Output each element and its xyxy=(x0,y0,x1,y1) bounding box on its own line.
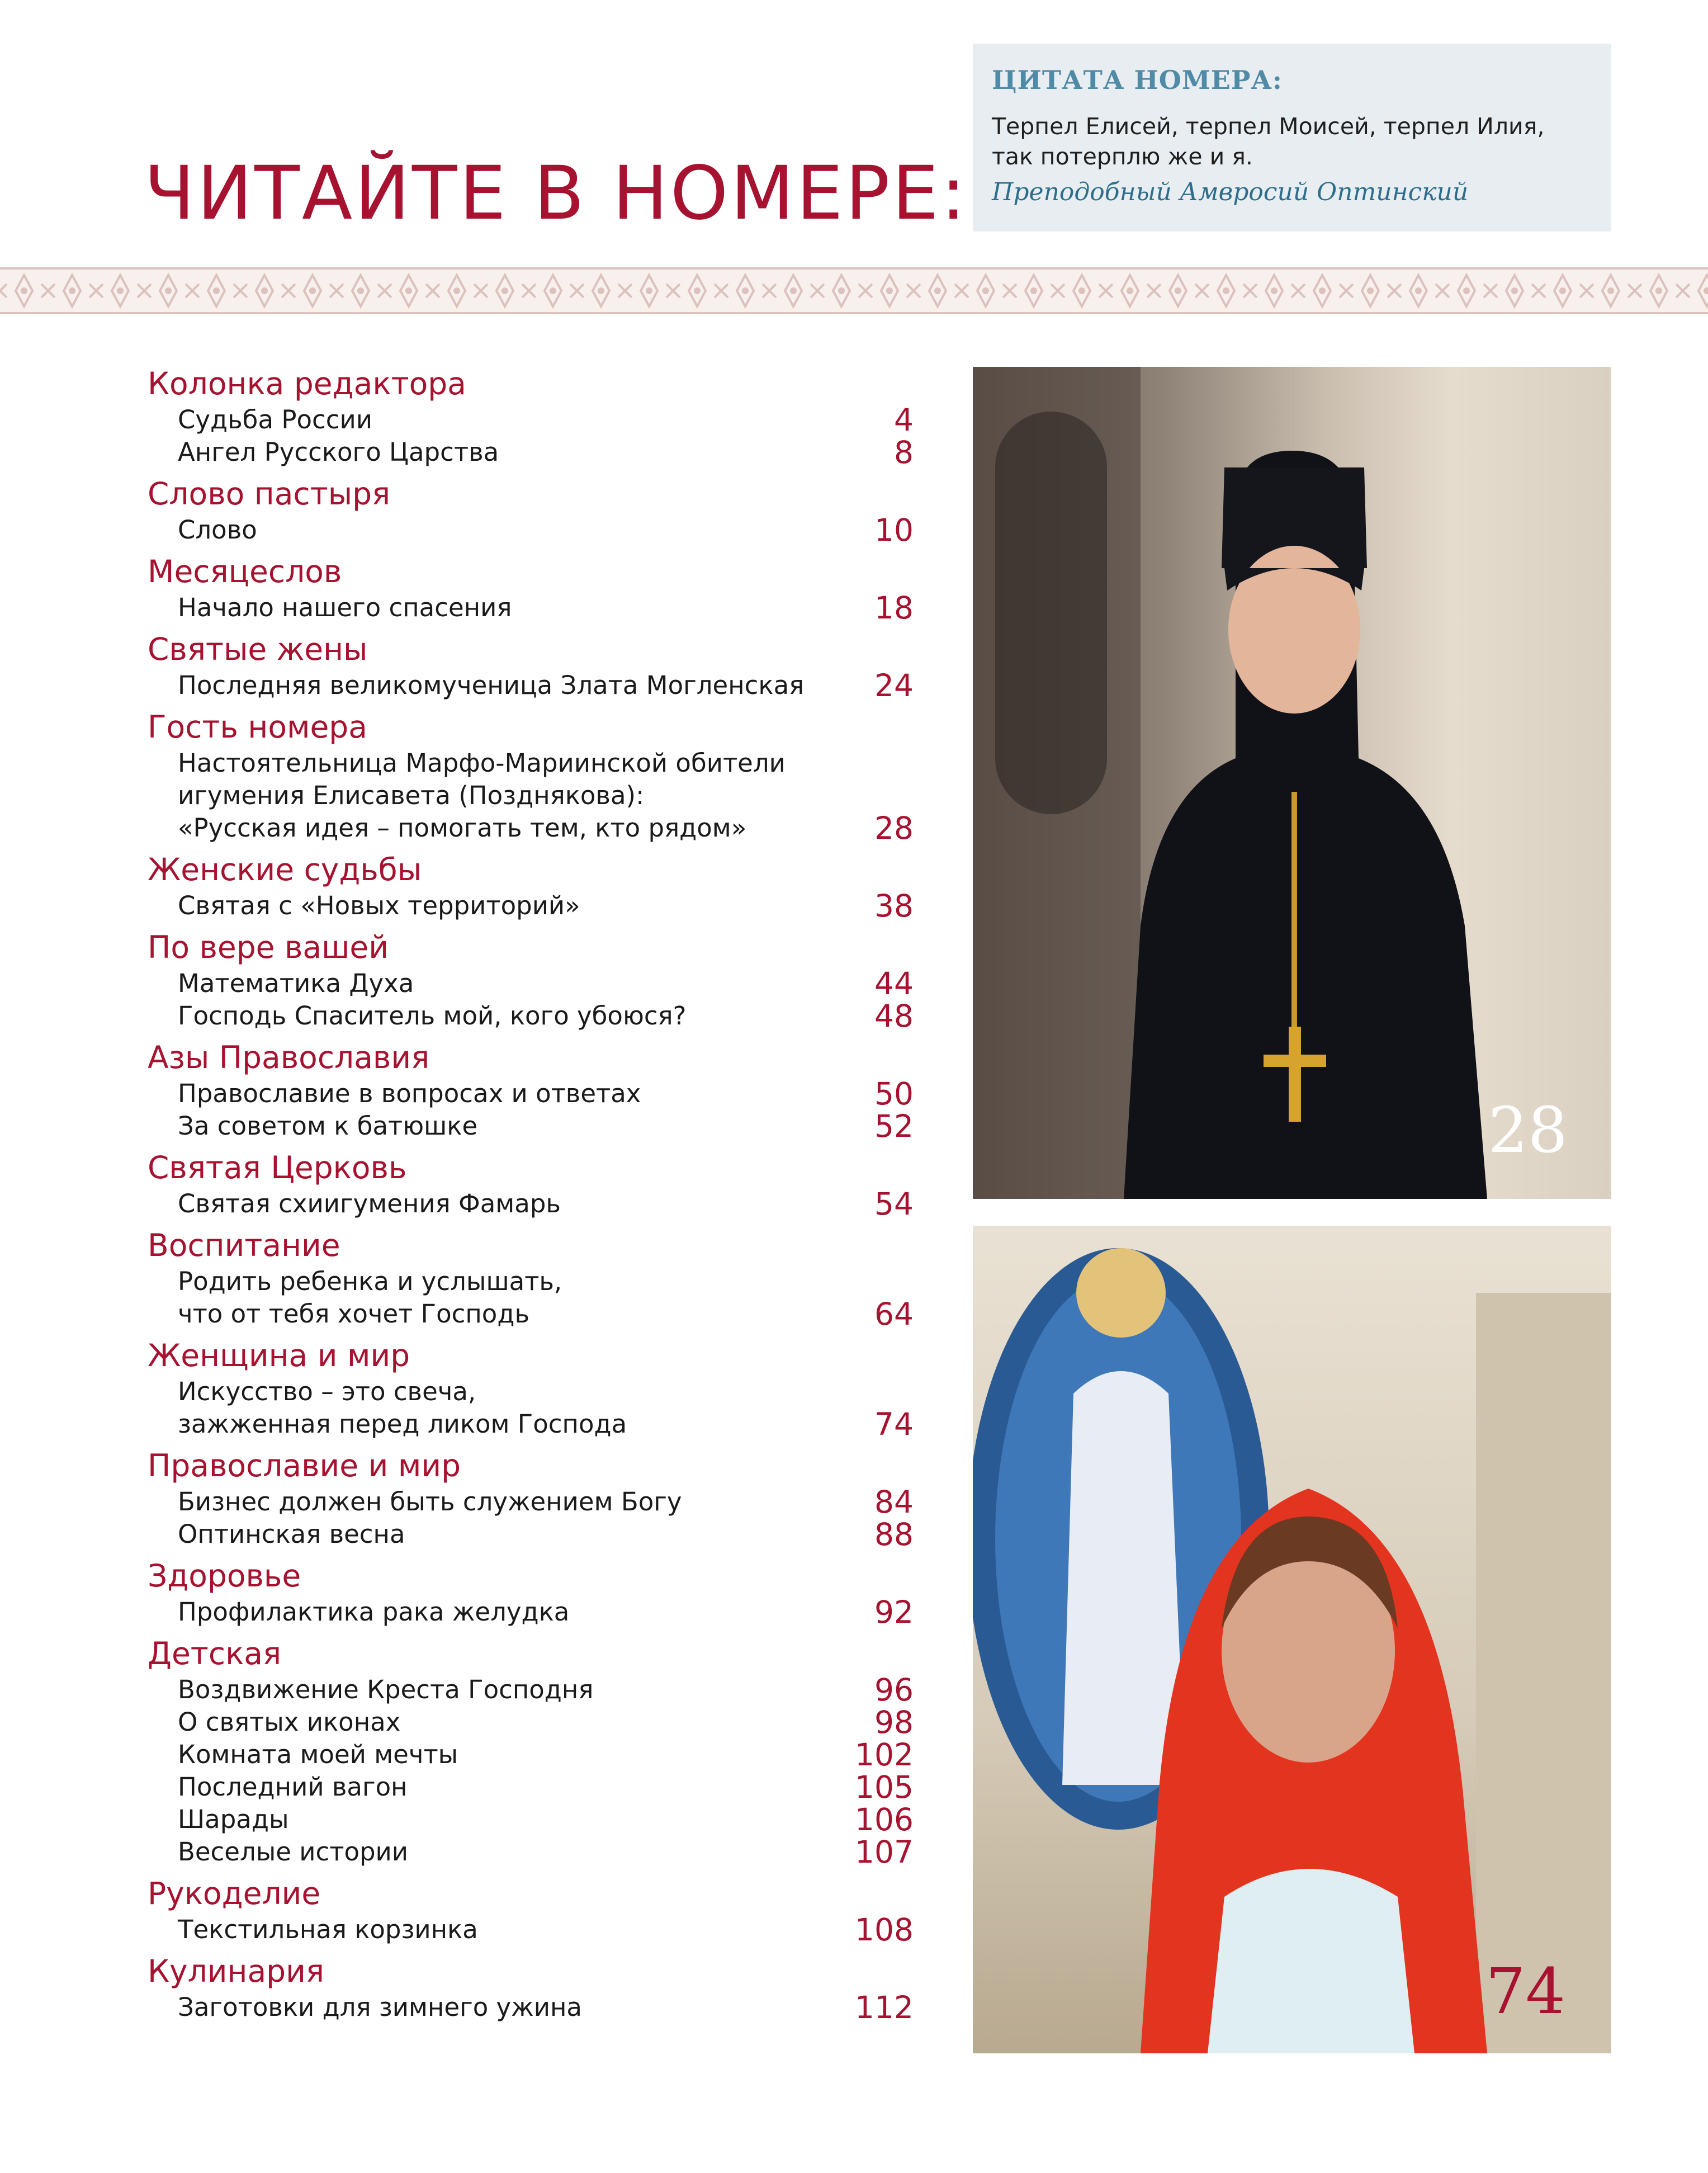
toc-entry[interactable] xyxy=(148,1376,914,1440)
toc-section-title: Рукоделие xyxy=(148,1876,321,1911)
toc-entry-title: Начало нашего спасения xyxy=(178,593,512,622)
toc-entry-title: Судьба России xyxy=(178,405,372,434)
toc-section xyxy=(148,474,914,546)
toc-entry[interactable] xyxy=(148,1110,914,1142)
toc-entry-title: Текстильная корзинка xyxy=(178,1915,478,1944)
toc-entry[interactable] xyxy=(148,747,914,844)
toc-entry[interactable] xyxy=(148,669,914,702)
toc-section-title: Гость номера xyxy=(148,709,367,745)
toc-entry-page: 107 xyxy=(855,1834,914,1870)
toc-entry-title: Искусство – это свеча, зажженная перед ликом Господа xyxy=(178,1377,627,1439)
toc-section-title: Азы Православия xyxy=(148,1040,430,1075)
toc-entry[interactable] xyxy=(148,1188,914,1220)
toc-section xyxy=(148,1556,914,1628)
toc-entry-page: 28 xyxy=(874,810,914,846)
toc-entry-page: 105 xyxy=(855,1769,914,1805)
toc-entry[interactable] xyxy=(148,1706,914,1739)
toc-entry-page: 88 xyxy=(874,1517,914,1552)
toc-section xyxy=(148,927,914,1032)
toc-entry[interactable] xyxy=(148,514,914,546)
toc-entry[interactable] xyxy=(148,404,914,436)
toc-section xyxy=(148,1633,914,1868)
toc-entry-title: О святых иконах xyxy=(178,1707,401,1737)
toc-entry[interactable] xyxy=(148,967,914,1000)
abbess-illustration xyxy=(973,367,1611,1199)
toc-entry-title: Православие в вопросах и ответах xyxy=(178,1079,641,1108)
quote-label: ЦИТАТА НОМЕРА: xyxy=(992,65,1283,95)
toc-entry[interactable] xyxy=(148,1771,914,1803)
toc-section-title: Святые жены xyxy=(148,631,368,667)
toc-entry[interactable] xyxy=(148,1674,914,1706)
toc-entry-title: Господь Спаситель мой, кого убоюся? xyxy=(178,1001,687,1031)
toc-entry-page: 8 xyxy=(894,434,914,470)
toc-entry[interactable] xyxy=(148,592,914,624)
toc-entry[interactable] xyxy=(148,1486,914,1518)
toc-entry-page: 96 xyxy=(874,1672,914,1708)
toc-entry-page: 106 xyxy=(855,1802,914,1837)
toc-entry-page: 108 xyxy=(855,1912,914,1948)
ornament-divider xyxy=(0,267,1708,314)
toc-section xyxy=(148,551,914,624)
toc-section-title: По вере вашей xyxy=(148,929,389,965)
quote-text: Терпел Елисей, терпел Моисей, терпел Илия, так потерплю же и я. xyxy=(992,112,1545,171)
toc-entry-page: 112 xyxy=(855,1990,914,2025)
photo-guest xyxy=(973,1226,1611,2053)
toc-section-title: Православие и мир xyxy=(148,1448,461,1484)
toc-entry-page: 74 xyxy=(874,1406,914,1442)
toc-entry-page: 10 xyxy=(874,512,914,548)
toc-entry-title: Святая схиигумения Фамарь xyxy=(178,1189,561,1218)
toc-entry-page: 52 xyxy=(874,1108,914,1144)
toc-entry-title: Заготовки для зимнего ужина xyxy=(178,1992,582,2022)
toc-entry[interactable] xyxy=(148,1991,914,2024)
toc-section-title: Женщина и мир xyxy=(148,1338,410,1373)
toc-entry-title: Родить ребенка и услышать, что от тебя хочет Господь xyxy=(178,1267,562,1329)
toc-entry[interactable] xyxy=(148,436,914,469)
toc-entry[interactable] xyxy=(148,1914,914,1946)
toc-entry[interactable] xyxy=(148,1518,914,1551)
table-of-contents xyxy=(148,363,914,2029)
toc-entry-title: Ангел Русского Царства xyxy=(178,437,499,467)
toc-entry[interactable] xyxy=(148,1000,914,1032)
toc-entry-title: Оптинская весна xyxy=(178,1519,405,1549)
photo-page-number: 74 xyxy=(1485,1955,1565,2028)
toc-entry-page: 24 xyxy=(874,668,914,703)
toc-entry[interactable] xyxy=(148,1596,914,1628)
toc-entry-page: 18 xyxy=(874,590,914,626)
toc-section xyxy=(148,1037,914,1142)
toc-entry-page: 102 xyxy=(855,1737,914,1773)
toc-section-title: Месяцеслов xyxy=(148,554,342,589)
photo-abbess xyxy=(973,367,1611,1199)
photo-page-number: 28 xyxy=(1488,1094,1568,1167)
toc-entry-title: Святая с «Новых территорий» xyxy=(178,891,580,920)
toc-entry-page: 54 xyxy=(874,1186,914,1222)
toc-entry-title: Математика Духа xyxy=(178,969,414,998)
toc-section xyxy=(148,1225,914,1330)
toc-entry-page: 48 xyxy=(874,998,914,1034)
toc-section-title: Женские судьбы xyxy=(148,852,422,887)
quote-author: Преподобный Амвросий Оптинский xyxy=(992,177,1469,206)
toc-entry-title: Веселые истории xyxy=(178,1837,409,1867)
toc-entry-title: Профилактика рака желудка xyxy=(178,1597,570,1627)
toc-section xyxy=(148,363,914,469)
guest-illustration xyxy=(973,1226,1611,2053)
toc-entry-page: 92 xyxy=(874,1594,914,1630)
toc-entry-title: Настоятельница Марфо-Мариинской обители игумения Елисавета (Позднякова): «Русская идея – помогать тем, кто рядом» xyxy=(178,748,786,843)
toc-entry-page: 64 xyxy=(874,1296,914,1332)
toc-entry-title: Слово xyxy=(178,515,257,545)
toc-section xyxy=(148,1951,914,2024)
toc-entry-page: 98 xyxy=(874,1704,914,1740)
toc-section-title: Детская xyxy=(148,1636,282,1671)
toc-section-title: Здоровье xyxy=(148,1558,301,1594)
toc-entry[interactable] xyxy=(148,1265,914,1330)
toc-section-title: Воспитание xyxy=(148,1227,340,1263)
toc-entry[interactable] xyxy=(148,890,914,922)
toc-entry-title: Шарады xyxy=(178,1804,289,1834)
toc-entry-title: За советом к батюшке xyxy=(178,1111,478,1141)
toc-section-title: Кулинария xyxy=(148,1953,324,1989)
toc-section xyxy=(148,629,914,702)
toc-section xyxy=(148,849,914,922)
toc-section xyxy=(148,1147,914,1220)
toc-section xyxy=(148,707,914,844)
toc-entry-page: 84 xyxy=(874,1484,914,1520)
toc-entry-title: Комната моей мечты xyxy=(178,1740,458,1769)
toc-entry-page: 38 xyxy=(874,888,914,924)
toc-section xyxy=(148,1873,914,1946)
toc-section-title: Слово пастыря xyxy=(148,476,391,512)
page-title: ЧИТАЙТЕ В НОМЕРЕ: xyxy=(144,150,968,237)
toc-entry-page: 50 xyxy=(874,1076,914,1112)
toc-entry-title: Бизнес должен быть служением Богу xyxy=(178,1487,682,1517)
toc-entry-page: 44 xyxy=(874,966,914,1002)
toc-section-title: Колонка редактора xyxy=(148,366,466,401)
toc-entry[interactable] xyxy=(148,1836,914,1868)
toc-entry-title: Последняя великомученица Злата Могленская xyxy=(178,670,805,700)
toc-entry-title: Последний вагон xyxy=(178,1772,408,1802)
toc-entry-page: 4 xyxy=(894,402,914,438)
toc-entry[interactable] xyxy=(148,1803,914,1836)
toc-section xyxy=(148,1445,914,1551)
quote-box xyxy=(973,44,1611,232)
toc-entry[interactable] xyxy=(148,1739,914,1771)
toc-entry-title: Воздвижение Креста Господня xyxy=(178,1675,594,1704)
toc-section-title: Святая Церковь xyxy=(148,1150,407,1185)
toc-section xyxy=(148,1335,914,1440)
toc-entry[interactable] xyxy=(148,1078,914,1110)
